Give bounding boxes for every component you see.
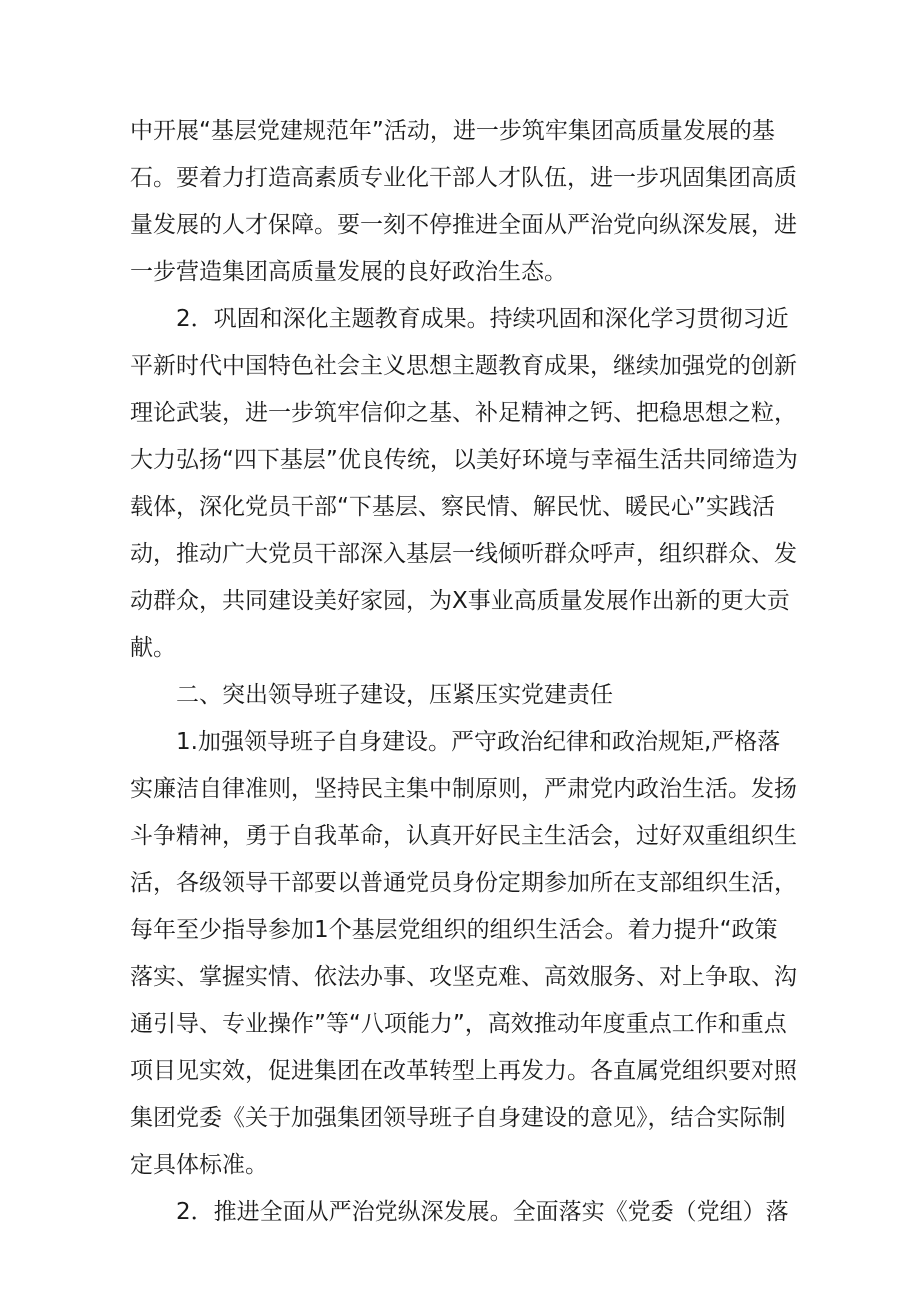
paragraph-continuation: 中开展“基层党建规范年”活动，进一步筑牢集团高质量发展的基石。要着力打造高素质专业化干部人才队伍，进一步巩固集团高质量发展的人才保障。要一刻不停推进全面从严治党向纵深发展，进一步营造集团高质量发展的良好政治生态。 [130, 118, 797, 285]
paragraph-leadership-building: 1.加强领导班子自身建设。严守政治纪律和政治规矩,严格落实廉洁自律准则，坚持民主集中制原则，严肃党内政治生活。发扬斗争精神，勇于自我革命，认真开好民主生活会，过好双重组织生活，各级领导干部要以普通党员身份定期参加所在支部组织生活，每年至少指导参加1个基层党组织的组织生活会。着力提升“政策落实、掌握实情、依法办事、攻坚克难、高效服务、对上争取、沟通引导、专业操作”等“八项能力”，高效推动年度重点工作和重点项目见实效，促进集团在改革转型上再发力。各直属党组织要对照集团党委《关于加强集团领导班子自身建设的意见》，结合实际制定具体标准。 [130, 729, 797, 1178]
section-heading-leadership: 二、突出领导班子建设，压紧压实党建责任 [176, 682, 613, 708]
paragraph-strict-governance: 2．推进全面从严治党纵深发展。全面落实《党委（党组）落 [176, 1199, 789, 1225]
document-body [130, 108, 800, 1236]
paragraph-consolidate-education: 2．巩固和深化主题教育成果。持续巩固和深化学习贯彻习近平新时代中国特色社会主义思想主题教育成果，继续加强党的创新理论武装，进一步筑牢信仰之基、补足精神之钙、把稳思想之粒，大力弘扬“四下基层”优良传统，以美好环境与幸福生活共同缔造为载体，深化党员干部“下基层、察民情、解民忧、暖民心”实践活动，推动广大党员干部深入基层一线倾听群众呼声，组织群众、发动群众，共同建设美好家园，为X事业高质量发展作出新的更大贡献。 [130, 306, 798, 661]
